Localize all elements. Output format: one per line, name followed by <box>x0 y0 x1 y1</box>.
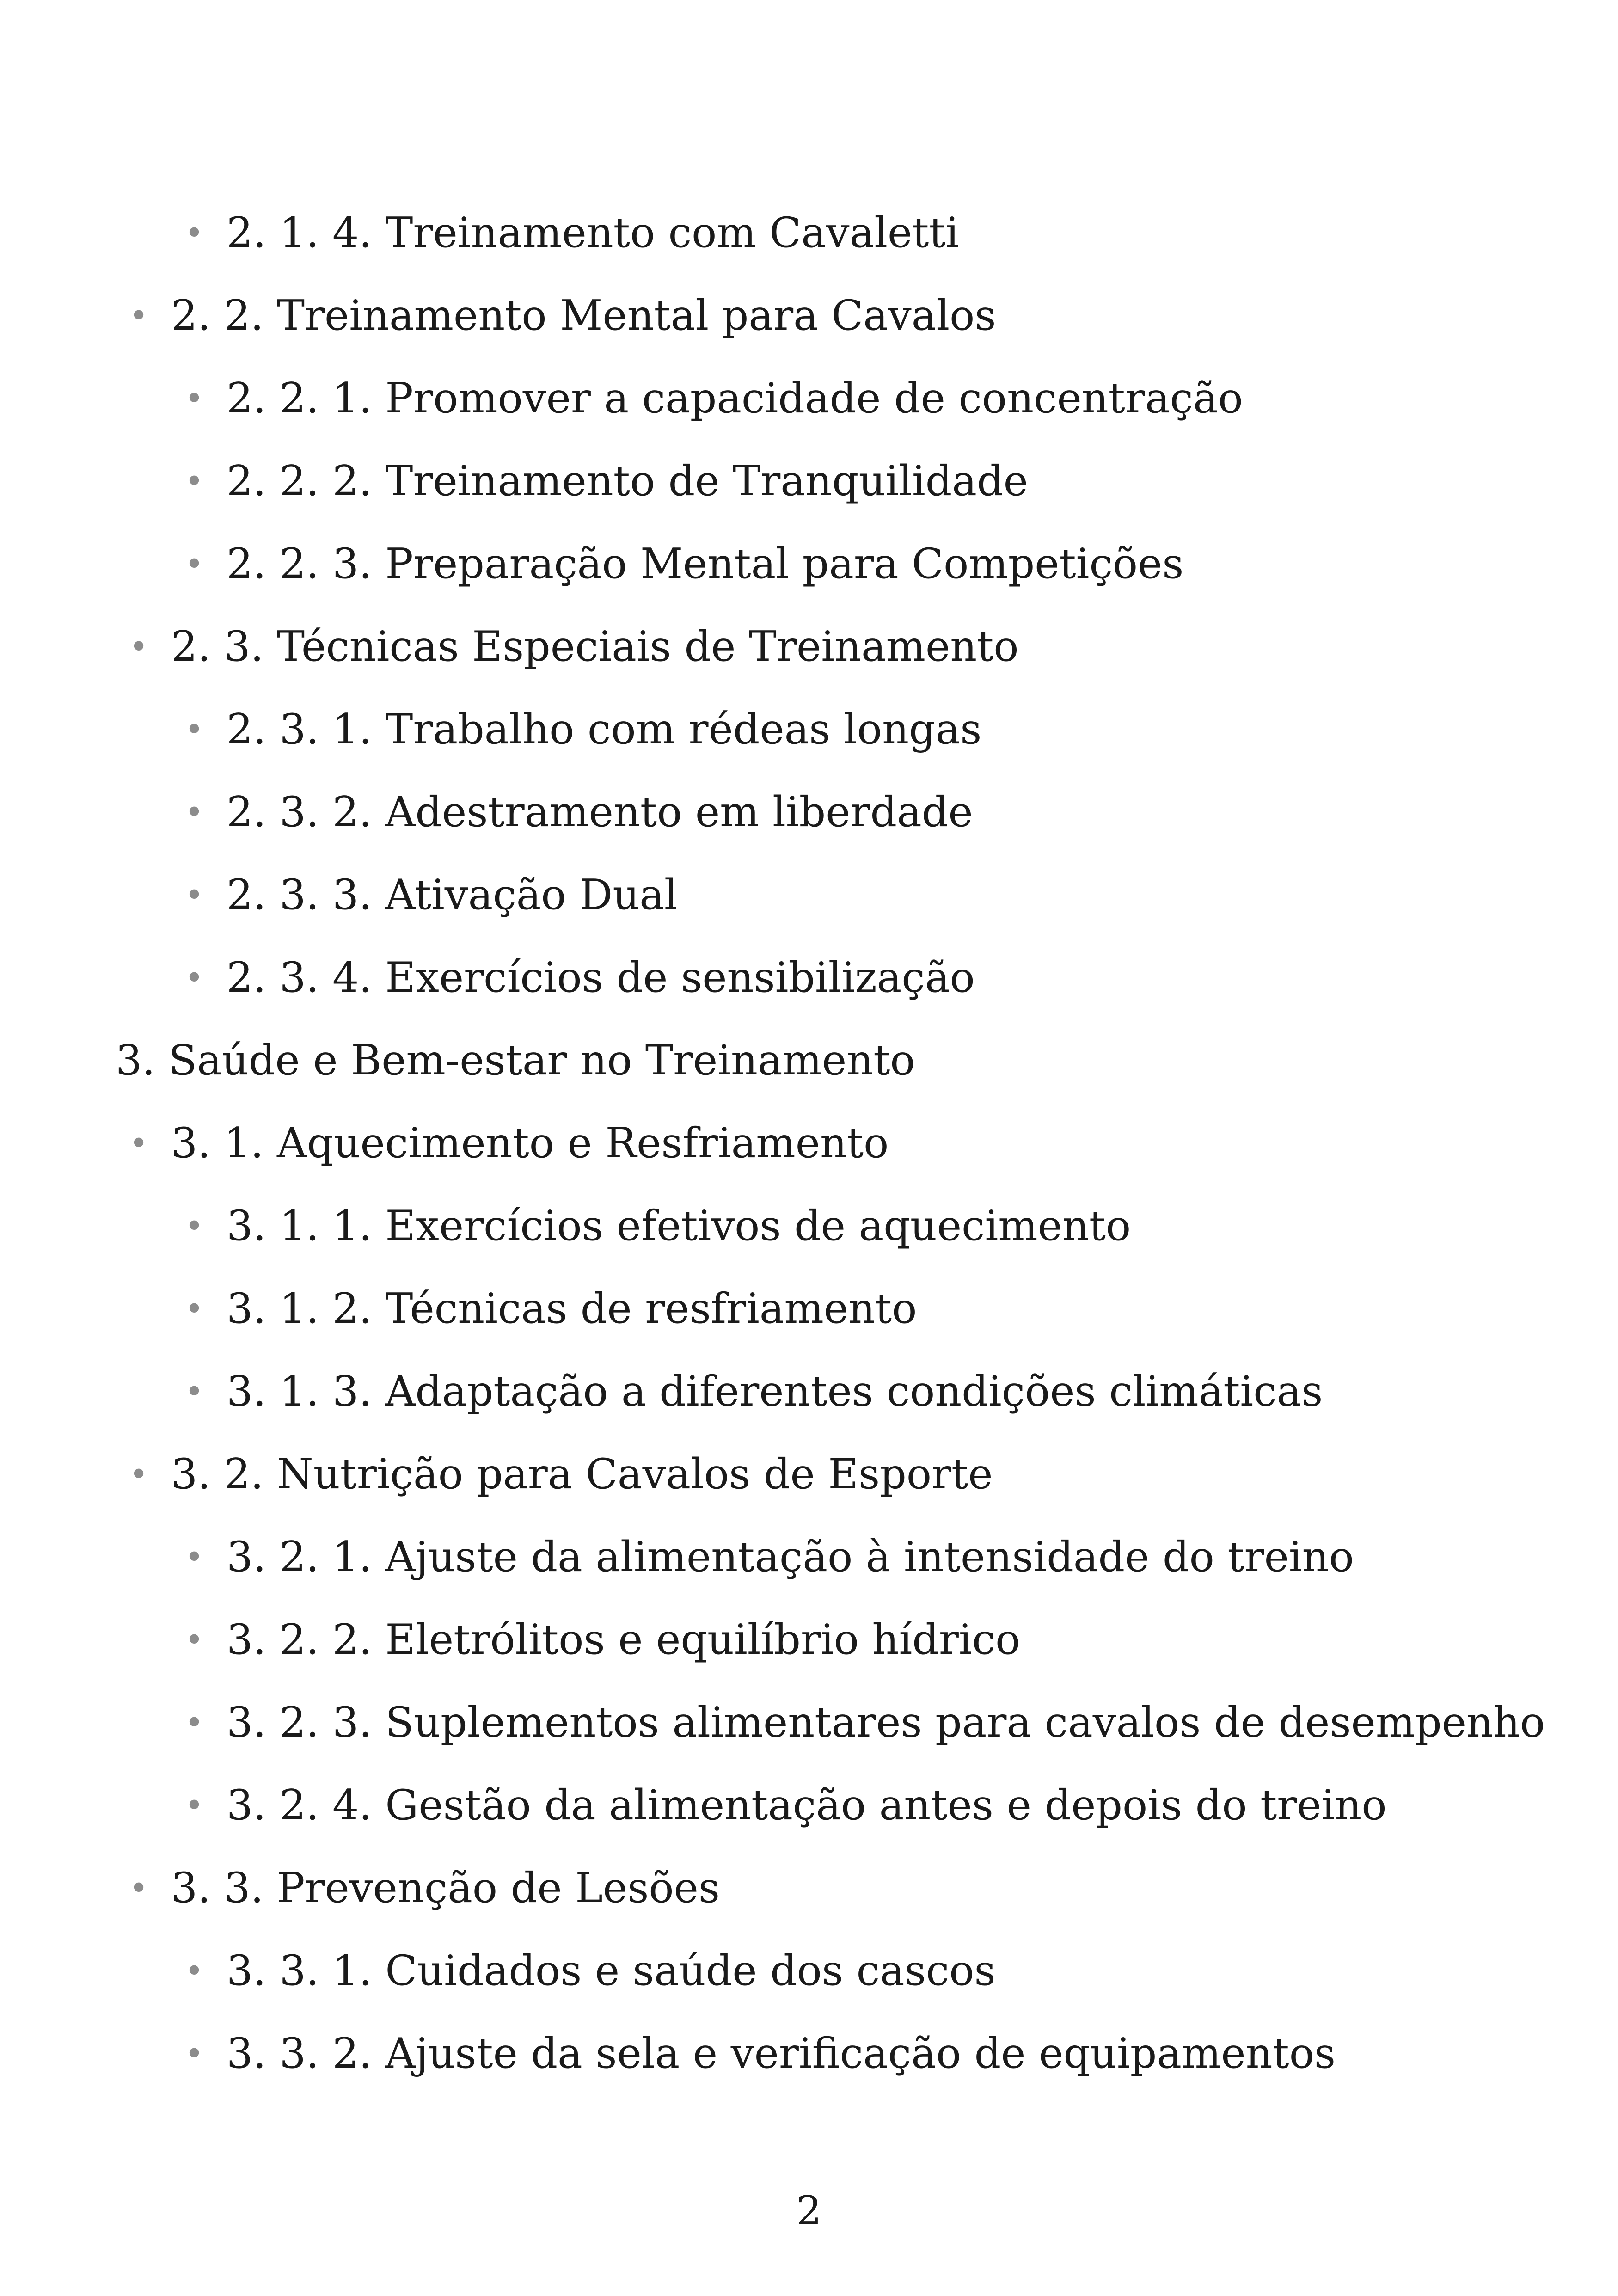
bullet-icon: • <box>184 1207 204 1245</box>
bullet-icon: • <box>184 1704 204 1742</box>
toc-entry-text: 3. 1. Aquecimento e Resfriamento <box>171 1119 889 1167</box>
bullet-icon: • <box>129 1124 148 1162</box>
bullet-icon: • <box>184 1373 204 1411</box>
toc-entry-text: 3. 3. Prevenção de Lesões <box>171 1864 720 1912</box>
toc-entry-text: 2. 3. Técnicas Especiais de Treinamento <box>171 622 1019 671</box>
toc-entry-text: 2. 2. Treinamento Mental para Cavalos <box>171 291 996 340</box>
toc-entry <box>184 1281 917 1337</box>
bullet-icon: • <box>184 959 204 997</box>
bullet-icon: • <box>184 1786 204 1824</box>
toc-entry <box>184 1529 1354 1585</box>
bullet-icon: • <box>184 1952 204 1990</box>
bullet-icon: • <box>129 1869 148 1907</box>
toc-entry-text: 2. 3. 4. Exercícios de sensibilização <box>227 953 975 1002</box>
bullet-icon: • <box>184 2035 204 2073</box>
toc-entry <box>184 1695 1545 1750</box>
toc-entry-text: 2. 1. 4. Treinamento com Cavaletti <box>227 209 959 257</box>
toc-entry-text: 3. 1. 3. Adaptação a diferentes condições climáticas <box>227 1367 1323 1416</box>
toc-entry-text: 3. 2. 2. Eletrólitos e equilíbrio hídrico <box>227 1615 1021 1664</box>
bullet-icon: • <box>184 545 204 583</box>
toc-entry <box>129 1860 720 1916</box>
toc-entry <box>129 288 996 344</box>
toc-entry <box>129 1116 889 1171</box>
toc-entry-text: 2. 2. 2. Treinamento de Tranquilidade <box>227 457 1028 505</box>
bullet-icon: • <box>184 1538 204 1576</box>
toc-entry <box>184 1612 1021 1668</box>
toc-entry <box>184 371 1243 426</box>
bullet-icon: • <box>184 711 204 749</box>
toc-entry <box>184 205 959 261</box>
toc-entry-text: 3. 3. 1. Cuidados e saúde dos cascos <box>227 1946 996 1995</box>
toc-chapter-heading <box>116 1033 915 1088</box>
toc-entry-text: 3. 3. 2. Ajuste da sela e verificação de equipamentos <box>227 2029 1336 2078</box>
toc-entry <box>129 619 1019 675</box>
toc-entry-text: 3. 2. 1. Ajuste da alimentação à intensidade do treino <box>227 1533 1354 1581</box>
bullet-icon: • <box>129 628 148 666</box>
toc-entry <box>184 1778 1387 1833</box>
toc-entry <box>184 1943 996 1999</box>
toc-entry <box>184 2026 1336 2081</box>
toc-entry-text: 2. 3. 3. Ativação Dual <box>227 871 678 919</box>
toc-entry <box>184 702 982 757</box>
toc-entry-text: 2. 2. 1. Promover a capacidade de concentração <box>227 374 1243 423</box>
toc-entry <box>184 867 678 923</box>
bullet-icon: • <box>129 1455 148 1493</box>
toc-entry-text: 3. 1. 1. Exercícios efetivos de aquecimento <box>227 1202 1131 1250</box>
toc-entry <box>184 1198 1131 1254</box>
toc-entry <box>184 454 1028 509</box>
bullet-icon: • <box>184 380 204 417</box>
bullet-icon: • <box>184 1621 204 1659</box>
toc-entry <box>184 536 1184 592</box>
bullet-icon: • <box>184 1290 204 1328</box>
toc-entry <box>184 950 975 1006</box>
bullet-icon: • <box>184 793 204 831</box>
toc-entry-text: 3. 2. 3. Suplementos alimentares para cavalos de desempenho <box>227 1698 1545 1747</box>
toc-entry <box>184 785 973 840</box>
bullet-icon: • <box>129 297 148 335</box>
toc-entry-text: 3. 2. Nutrição para Cavalos de Esporte <box>171 1450 993 1498</box>
bullet-icon: • <box>184 876 204 914</box>
toc-entry-text: 3. Saúde e Bem-estar no Treinamento <box>116 1036 915 1085</box>
toc-entry <box>184 1364 1323 1419</box>
toc-entry-text: 2. 3. 2. Adestramento em liberdade <box>227 788 973 836</box>
toc-entry-text: 2. 2. 3. Preparação Mental para Competições <box>227 540 1184 588</box>
toc-entry-text: 2. 3. 1. Trabalho com rédeas longas <box>227 705 982 754</box>
page-number: 2 <box>796 2188 822 2234</box>
toc-entry-text: 3. 1. 2. Técnicas de resfriamento <box>227 1284 917 1333</box>
toc-entry <box>129 1447 993 1502</box>
bullet-icon: • <box>184 462 204 500</box>
toc-entry-text: 3. 2. 4. Gestão da alimentação antes e depois do treino <box>227 1781 1387 1829</box>
bullet-icon: • <box>184 214 204 252</box>
